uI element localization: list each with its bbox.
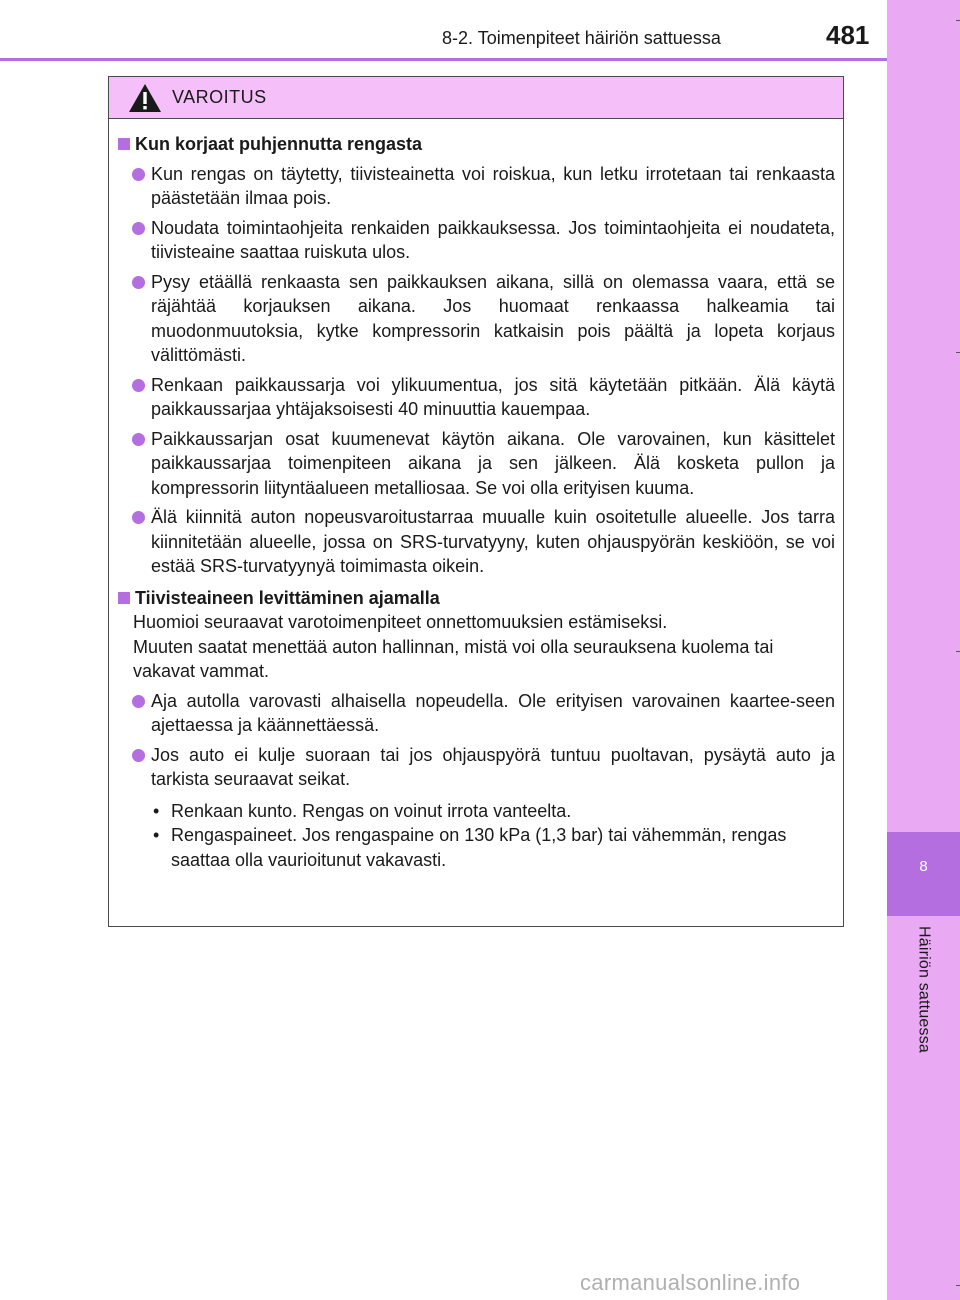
section-title: 8-2. Toimenpiteet häiriön sattuessa [442,28,721,48]
intro-line: Muuten saatat menettää auton hallinnan, mistä voi olla seurauksena kuolema tai vakavat vammat. [133,636,774,681]
crop-tick [956,20,960,21]
section-heading [118,132,835,157]
watermark: carmanualsonline.info [580,1270,801,1295]
small-dot-icon: • [153,800,160,821]
chapter-title-text: Häiriön sattuessa [915,926,933,1054]
section-intro [118,610,835,684]
list-item [118,689,835,738]
section-heading-text: Kun korjaat puhjennutta rengasta [135,134,423,154]
chapter-number: 8 [919,858,928,875]
list-item [118,373,835,422]
list-item-text: Jos auto ei kulje suoraan tai jos ohjauspyörä tuntuu puoltavan, pysäytä auto ja tarkista seuraavat seikat. [151,744,835,789]
round-bullet-icon [132,222,145,235]
list-item-text: Paikkaussarjan osat kuumenevat käytön aikana. Ole varovainen, kun käsittelet paikkaussarjaa toimenpiteen aikana ja sen jälkeen. Älä kosketa pullon ja kompressorin liityntäalueen metalliosaa. Se voi olla erityisen kuuma. [151,428,835,498]
list-item-text: Aja autolla varovasti alhaisella nopeudella. Ole erityisen varovainen kaartee-seen ajettaessa ja käännettäessä. [151,690,835,735]
round-bullet-icon [132,695,145,708]
list-item-text: Kun rengas on täytetty, tiivisteainetta voi roiskua, kun letku irrotetaan tai renkaasta päästetään ilmaa pois. [151,163,835,208]
list-item-text: Älä kiinnitä auton nopeusvaroitustarraa muualle kuin osoitetulle alueelle. Jos tarra kiinnitetään alueelle, jossa on SRS-turvatyyny, kuten ohjauspyörän keskiöön, se voi estää SRS-turvatyynyä toimimasta oikein. [151,507,835,576]
round-bullet-icon [132,276,145,289]
list-item [118,162,835,211]
crop-tick [956,651,960,652]
side-strip [887,0,960,1300]
square-bullet-icon [118,592,130,604]
warning-triangle-icon [128,83,162,113]
list-item-text: Noudata toimintaohjeita renkaiden paikkauksessa. Jos toimintaohjeita ei noudateta, tiivisteaine saattaa ruiskuta ulos. [151,217,835,262]
list-item-text: Pysy etäällä renkaasta sen paikkauksen aikana, sillä on olemassa vaara, että se räjähtää korjauksen aikana. Jos huomaat renkaassa halkeamia tai muodonmuutoksia, kytke kompressorin katkaisin pois päältä ja lopeta korjaus välittömästi. [151,271,835,365]
section-heading [118,586,835,611]
sub-item-text: Rengaspaineet. Jos rengaspaine on 130 kPa (1,3 bar) tai vähemmän, rengas saattaa olla vaurioitunut vakavasti. [171,825,787,870]
round-bullet-icon [132,749,145,762]
list-item [118,505,835,579]
section-heading-text: Tiivisteaineen levittäminen ajamalla [135,587,440,608]
list-item [118,743,835,792]
warning-header [109,77,843,119]
intro-line: Huomioi seuraavat varotoimenpiteet onnettomuuksien estämiseksi. [133,612,668,632]
list-item [118,270,835,368]
warning-body [109,119,843,872]
round-bullet-icon [132,433,145,446]
warning-box [108,76,844,927]
warning-label: VAROITUS [172,87,267,107]
page-number: 481 [826,20,870,50]
round-bullet-icon [132,511,145,524]
list-item [118,427,835,501]
chapter-title [887,926,960,1086]
sub-list [118,799,835,873]
round-bullet-icon [132,168,145,181]
sub-item-text: Renkaan kunto. Rengas on voinut irrota vanteelta. [171,800,572,821]
header-rule [0,58,887,61]
sub-item [151,823,835,872]
crop-tick [956,352,960,353]
round-bullet-icon [132,379,145,392]
small-dot-icon: • [153,825,160,845]
list-item-text: Renkaan paikkaussarja voi ylikuumentua, jos sitä käytetään pitkään. Älä käytä paikkaussarjaa yhtäjaksoisesti 40 minuuttia kauempaa. [151,374,835,419]
crop-tick [956,1285,960,1286]
list-item [118,216,835,265]
sub-item [151,799,835,824]
square-bullet-icon [118,138,130,150]
